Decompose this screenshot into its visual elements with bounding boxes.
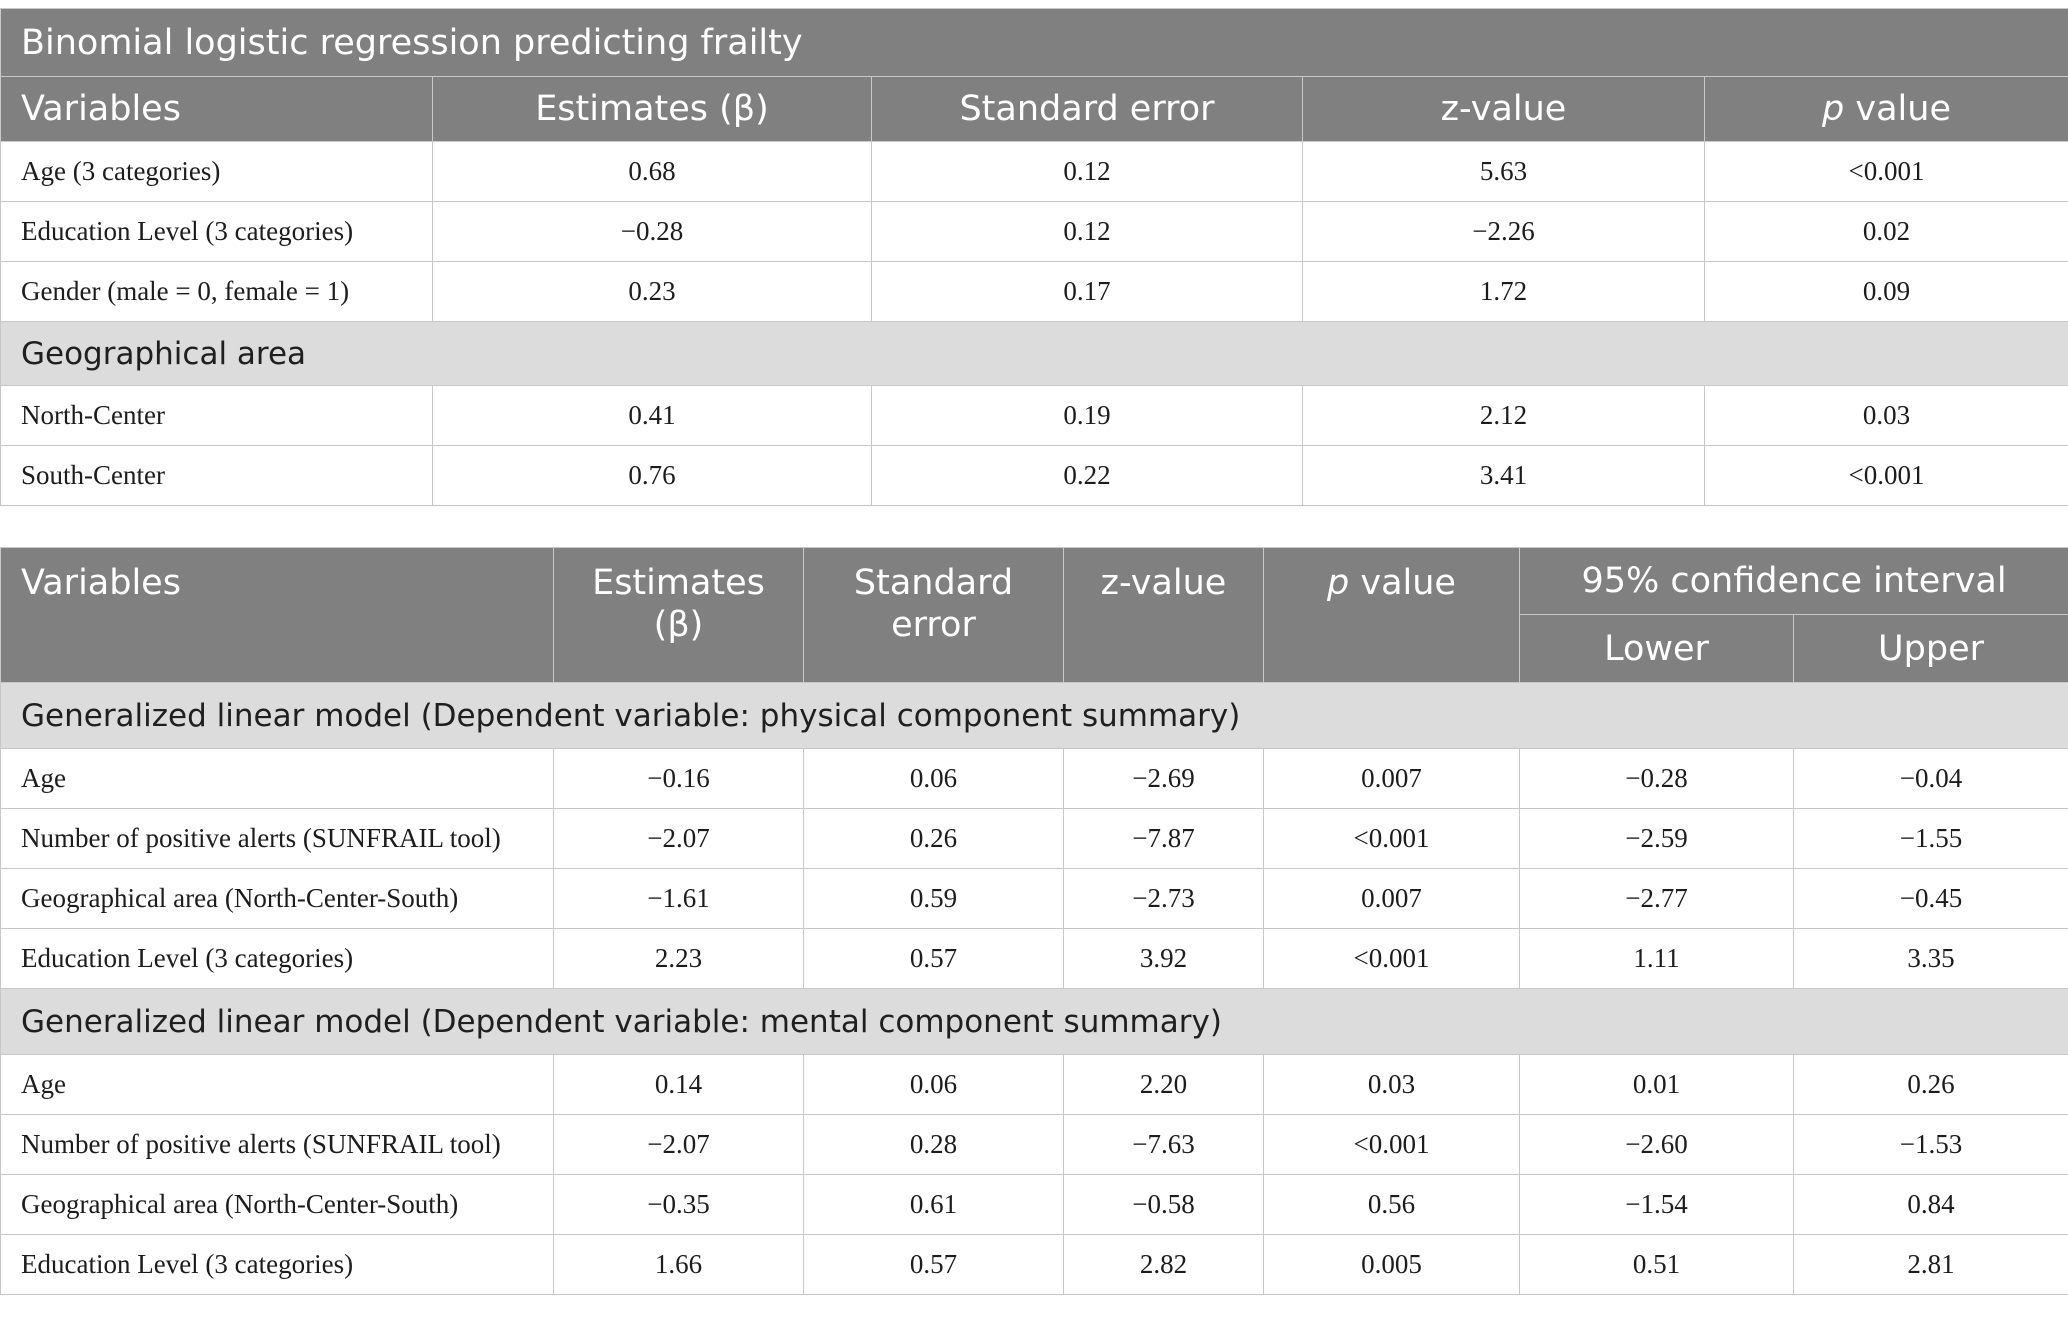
ci-upper-cell: −0.45 bbox=[1794, 869, 2068, 929]
row-label: South-Center bbox=[1, 446, 433, 506]
header-confidence-interval: 95% confidence interval bbox=[1520, 548, 2068, 615]
estimate-cell: −0.35 bbox=[554, 1175, 804, 1235]
standard-error-cell: 0.12 bbox=[872, 142, 1303, 202]
z-value-cell: −2.69 bbox=[1064, 749, 1264, 809]
z-value-cell: 1.72 bbox=[1303, 262, 1705, 322]
p-value-cell: 0.02 bbox=[1705, 202, 2068, 262]
standard-error-cell: 0.26 bbox=[804, 809, 1064, 869]
p-value-cell: <0.001 bbox=[1264, 1115, 1520, 1175]
z-value-cell: 3.92 bbox=[1064, 929, 1264, 989]
p-value-cell: <0.001 bbox=[1705, 446, 2068, 506]
header-p-rest: value bbox=[1349, 563, 1456, 603]
ci-lower-cell: −2.59 bbox=[1520, 809, 1794, 869]
row-label: Age (3 categories) bbox=[1, 142, 433, 202]
z-value-cell: −2.26 bbox=[1303, 202, 1705, 262]
header-standard-error bbox=[804, 548, 1064, 683]
estimate-cell: −2.07 bbox=[554, 1115, 804, 1175]
p-value-cell: <0.001 bbox=[1264, 809, 1520, 869]
row-label: North-Center bbox=[1, 386, 433, 446]
section-physical-component: Generalized linear model (Dependent variable: physical component summary) bbox=[1, 683, 2068, 749]
table-row bbox=[1, 1235, 2068, 1295]
estimate-cell: 0.76 bbox=[433, 446, 872, 506]
header-estimates-line1: Estimates bbox=[592, 563, 765, 603]
table-row bbox=[1, 869, 2068, 929]
section-row bbox=[1, 989, 2068, 1055]
estimate-cell: 0.41 bbox=[433, 386, 872, 446]
estimate-cell: 0.68 bbox=[433, 142, 872, 202]
header-p-value bbox=[1705, 77, 2068, 142]
estimate-cell: −0.28 bbox=[433, 202, 872, 262]
standard-error-cell: 0.57 bbox=[804, 929, 1064, 989]
header-estimates bbox=[554, 548, 804, 683]
row-label: Number of positive alerts (SUNFRAIL tool) bbox=[1, 809, 554, 869]
standard-error-cell: 0.06 bbox=[804, 1055, 1064, 1115]
section-row bbox=[1, 322, 2068, 386]
header-p-rest: value bbox=[1844, 89, 1951, 129]
row-label: Geographical area (North-Center-South) bbox=[1, 1175, 554, 1235]
table-row bbox=[1, 929, 2068, 989]
row-label: Age bbox=[1, 1055, 554, 1115]
header-z-value: z-value bbox=[1064, 548, 1264, 683]
ci-lower-cell: 1.11 bbox=[1520, 929, 1794, 989]
ci-upper-cell: −1.55 bbox=[1794, 809, 2068, 869]
estimate-cell: −1.61 bbox=[554, 869, 804, 929]
z-value-cell: 5.63 bbox=[1303, 142, 1705, 202]
row-label: Gender (male = 0, female = 1) bbox=[1, 262, 433, 322]
standard-error-cell: 0.61 bbox=[804, 1175, 1064, 1235]
table-row bbox=[1, 202, 2068, 262]
estimate-cell: −0.16 bbox=[554, 749, 804, 809]
header-variables: Variables bbox=[1, 548, 554, 683]
header-estimates-line2: (β) bbox=[653, 605, 704, 645]
z-value-cell: 2.82 bbox=[1064, 1235, 1264, 1295]
table-row bbox=[1, 749, 2068, 809]
ci-lower-cell: −2.60 bbox=[1520, 1115, 1794, 1175]
ci-lower-cell: 0.51 bbox=[1520, 1235, 1794, 1295]
z-value-cell: 2.20 bbox=[1064, 1055, 1264, 1115]
header-p-italic: p bbox=[1327, 563, 1350, 603]
p-value-cell: 0.007 bbox=[1264, 869, 1520, 929]
table-row bbox=[1, 1175, 2068, 1235]
standard-error-cell: 0.57 bbox=[804, 1235, 1064, 1295]
row-label: Education Level (3 categories) bbox=[1, 202, 433, 262]
header-z-value: z-value bbox=[1303, 77, 1705, 142]
estimate-cell: 0.14 bbox=[554, 1055, 804, 1115]
row-label: Number of positive alerts (SUNFRAIL tool) bbox=[1, 1115, 554, 1175]
standard-error-cell: 0.12 bbox=[872, 202, 1303, 262]
ci-upper-cell: 0.26 bbox=[1794, 1055, 2068, 1115]
table-row bbox=[1, 262, 2068, 322]
header-standard-error: Standard error bbox=[872, 77, 1303, 142]
header-upper: Upper bbox=[1794, 615, 2068, 683]
row-label: Age bbox=[1, 749, 554, 809]
p-value-cell: 0.03 bbox=[1264, 1055, 1520, 1115]
estimate-cell: −2.07 bbox=[554, 809, 804, 869]
row-label: Education Level (3 categories) bbox=[1, 929, 554, 989]
section-mental-component: Generalized linear model (Dependent variable: mental component summary) bbox=[1, 989, 2068, 1055]
ci-upper-cell: 3.35 bbox=[1794, 929, 2068, 989]
ci-lower-cell: −2.77 bbox=[1520, 869, 1794, 929]
ci-upper-cell: −1.53 bbox=[1794, 1115, 2068, 1175]
table-row bbox=[1, 446, 2068, 506]
z-value-cell: 2.12 bbox=[1303, 386, 1705, 446]
p-value-cell: <0.001 bbox=[1264, 929, 1520, 989]
header-estimates: Estimates (β) bbox=[433, 77, 872, 142]
p-value-cell: 0.005 bbox=[1264, 1235, 1520, 1295]
ci-upper-cell: 0.84 bbox=[1794, 1175, 2068, 1235]
ci-upper-cell: 2.81 bbox=[1794, 1235, 2068, 1295]
estimate-cell: 0.23 bbox=[433, 262, 872, 322]
table1-header-row bbox=[1, 77, 2068, 142]
ci-lower-cell: 0.01 bbox=[1520, 1055, 1794, 1115]
section-geographical-area: Geographical area bbox=[1, 322, 2068, 386]
p-value-cell: <0.001 bbox=[1705, 142, 2068, 202]
table-row bbox=[1, 1115, 2068, 1175]
table2-header-row bbox=[1, 548, 2068, 615]
z-value-cell: −2.73 bbox=[1064, 869, 1264, 929]
z-value-cell: −0.58 bbox=[1064, 1175, 1264, 1235]
header-se-line1: Standard bbox=[853, 563, 1014, 603]
standard-error-cell: 0.22 bbox=[872, 446, 1303, 506]
estimate-cell: 1.66 bbox=[554, 1235, 804, 1295]
z-value-cell: −7.63 bbox=[1064, 1115, 1264, 1175]
standard-error-cell: 0.28 bbox=[804, 1115, 1064, 1175]
table1-caption: Binomial logistic regression predicting frailty bbox=[1, 9, 2068, 77]
header-variables: Variables bbox=[1, 77, 433, 142]
table-row bbox=[1, 386, 2068, 446]
p-value-cell: 0.03 bbox=[1705, 386, 2068, 446]
table-row bbox=[1, 809, 2068, 869]
row-label: Geographical area (North-Center-South) bbox=[1, 869, 554, 929]
p-value-cell: 0.007 bbox=[1264, 749, 1520, 809]
ci-lower-cell: −0.28 bbox=[1520, 749, 1794, 809]
table-row bbox=[1, 142, 2068, 202]
p-value-cell: 0.56 bbox=[1264, 1175, 1520, 1235]
ci-upper-cell: −0.04 bbox=[1794, 749, 2068, 809]
z-value-cell: 3.41 bbox=[1303, 446, 1705, 506]
header-p-italic: p bbox=[1822, 89, 1845, 129]
estimate-cell: 2.23 bbox=[554, 929, 804, 989]
standard-error-cell: 0.59 bbox=[804, 869, 1064, 929]
p-value-cell: 0.09 bbox=[1705, 262, 2068, 322]
standard-error-cell: 0.06 bbox=[804, 749, 1064, 809]
header-p-value bbox=[1264, 548, 1520, 683]
standard-error-cell: 0.19 bbox=[872, 386, 1303, 446]
binomial-regression-table bbox=[0, 8, 2068, 506]
header-se-line2: error bbox=[891, 605, 976, 645]
section-row bbox=[1, 683, 2068, 749]
header-lower: Lower bbox=[1520, 615, 1794, 683]
standard-error-cell: 0.17 bbox=[872, 262, 1303, 322]
table-row bbox=[1, 1055, 2068, 1115]
ci-lower-cell: −1.54 bbox=[1520, 1175, 1794, 1235]
generalized-linear-model-table bbox=[0, 547, 2068, 1295]
z-value-cell: −7.87 bbox=[1064, 809, 1264, 869]
row-label: Education Level (3 categories) bbox=[1, 1235, 554, 1295]
